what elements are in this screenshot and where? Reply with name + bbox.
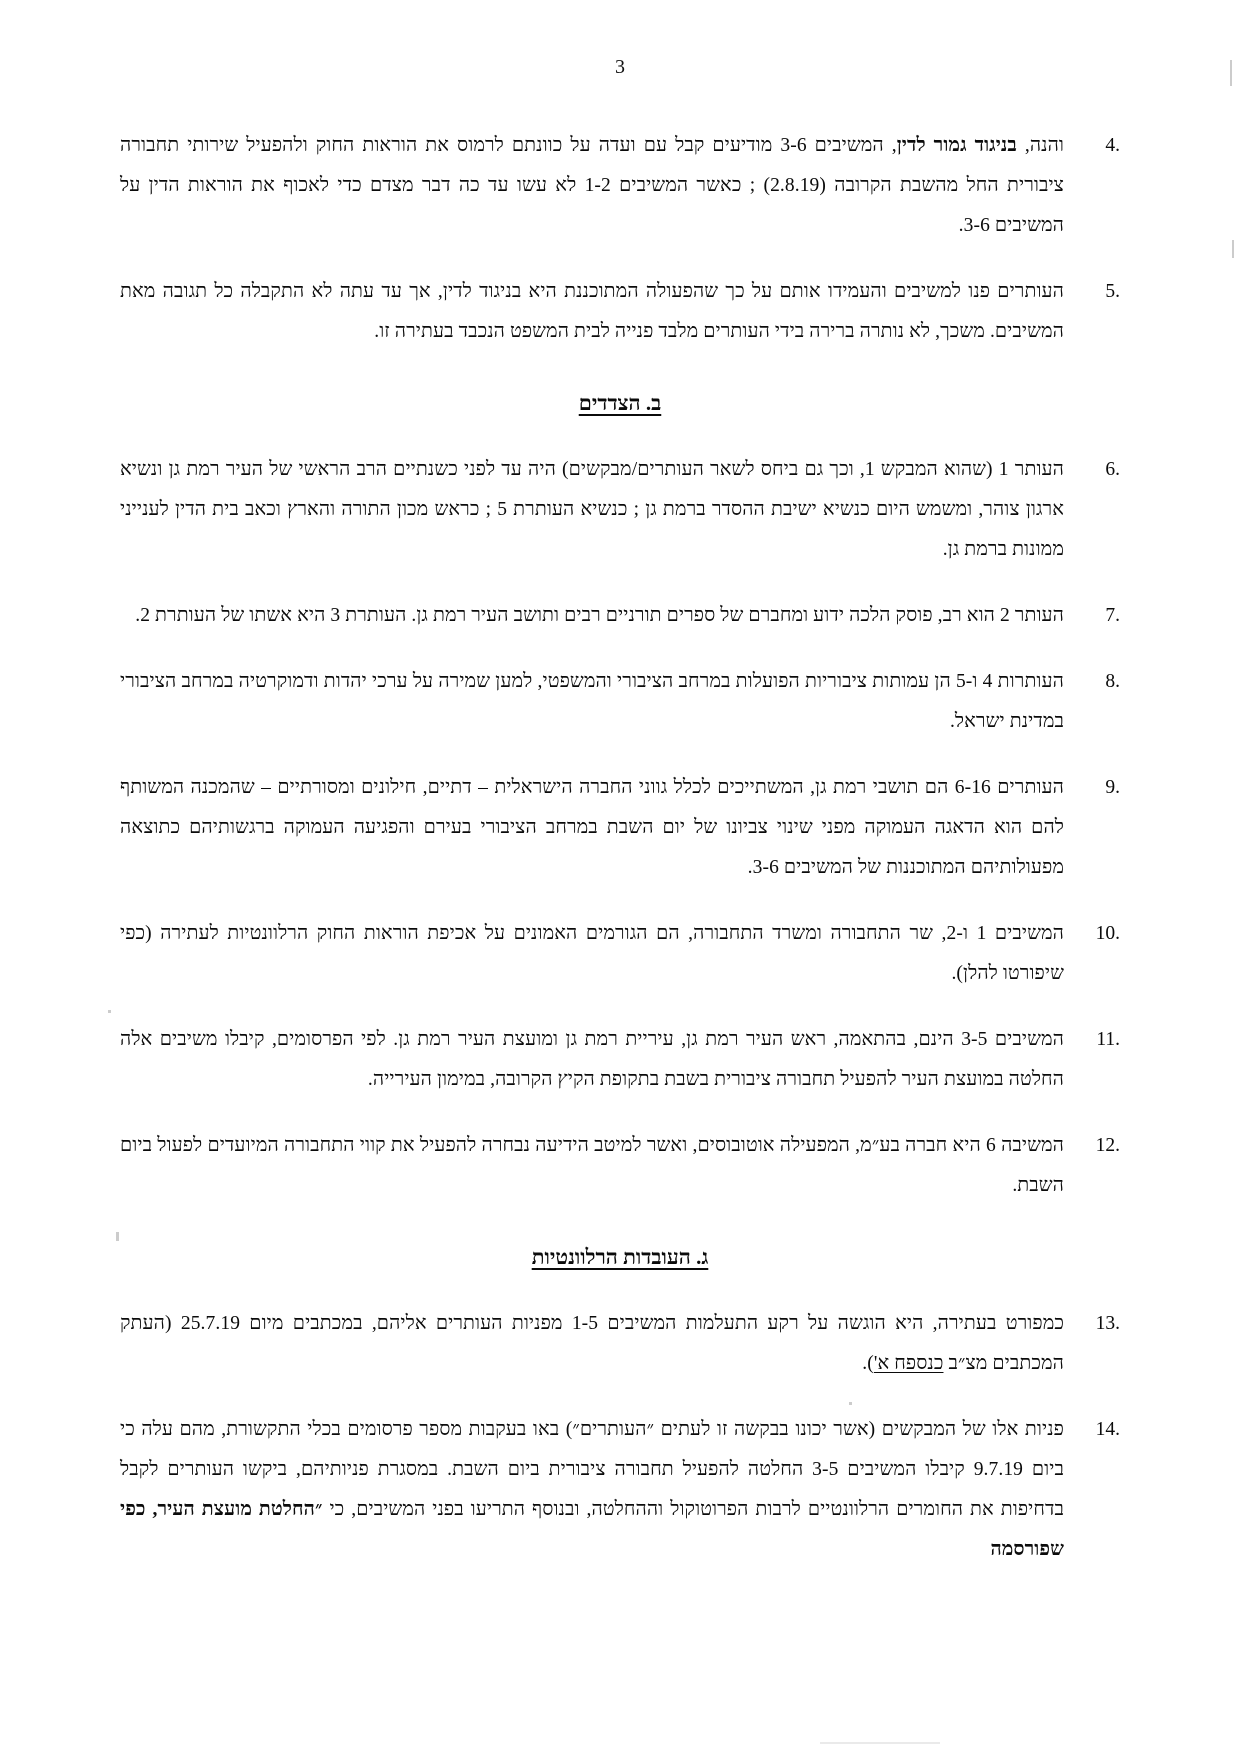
section-heading-b bbox=[120, 386, 1120, 420]
paragraph-4 bbox=[120, 126, 1120, 246]
paragraph-number: 4. bbox=[1105, 135, 1120, 156]
text-run: והנה, bbox=[1016, 135, 1064, 156]
text-run-bold: בניגוד גמור לדין bbox=[896, 135, 1017, 156]
text-run-underline: כנספח א' bbox=[873, 1353, 944, 1374]
paragraph-text bbox=[120, 1304, 1064, 1384]
paragraph-number: 6. bbox=[1105, 459, 1120, 480]
text-run: כמפורט בעתירה, היא הוגשה על רקע התעלמות המשיבים 1-5 מפניות העותרים אליהם, במכתבים מיום 25.7.19 (העתק המכתבים מצ״ב bbox=[120, 1313, 1064, 1374]
paragraph-text: העותר 2 הוא רב, פוסק הלכה ידוע ומחברם של ספרים תורניים רבים ותושב העיר רמת גן. העותרת 3 היא אשתו של העותרת 2. bbox=[135, 605, 1064, 626]
paragraph-12 bbox=[120, 1126, 1120, 1206]
text-run: , המשיבים 3-6 מודיעים קבל עם ועדה על כוונתם לרמוס את הוראות החוק ולהפעיל שירותי תחבורה ציבורית החל מהשבת הקרובה (2.8.19) ; כאשר המשיבים 1-2 לא עשו עד כה דבר מצדם כדי לאכוף את הוראות הדין על המשיבים 3-6. bbox=[120, 135, 1064, 236]
scan-speckle bbox=[108, 1010, 111, 1013]
paragraph-text: המשיבים 1 ו-2, שר התחבורה ומשרד התחבורה, הם הגורמים האמונים על אכיפת הוראות החוק הרלוונטיות לעתירה (כפי שיפורטו להלן). bbox=[120, 923, 1064, 984]
paragraph-7 bbox=[120, 596, 1120, 636]
paragraph-text: העותר 1 (שהוא המבקש 1, וכך גם ביחס לשאר העותרים/מבקשים) היה עד לפני כשנתיים הרב הראשי של העיר רמת גן ונשיא ארגון צוהר, ומשמש היום כנשיא ישיבת ההסדר ברמת גן ; כנשיא העותרת 5 ; כראש מכון התורה והארץ וכאב בית הדין לענייני ממונות ברמת גן. bbox=[120, 459, 1064, 560]
paragraph-14 bbox=[120, 1410, 1120, 1570]
text-run: ). bbox=[862, 1353, 874, 1374]
paragraph-11 bbox=[120, 1020, 1120, 1100]
document-body bbox=[120, 126, 1120, 1596]
text-run: פניות אלו של המבקשים (אשר יכונו בבקשה זו לעתים ״העותרים״) באו בעקבות מספר פרסומים בכלי התקשורת, מהם עלה כי ביום 9.7.19 קיבלו המשיבים 3-5 החלטה להפעיל תחבורה ציבורית ביום השבת. במסגרת פניותיהם, ביקשו העותרים לקבל בדחיפות את החומרים הרלוונטיים לרבות הפרוטוקול וההחלטה, ובנוסף התריעו בפני המשיבים, כי bbox=[120, 1419, 1064, 1520]
paragraph-8 bbox=[120, 662, 1120, 742]
paragraph-text: המשיבים 3-5 הינם, בהתאמה, ראש העיר רמת גן, עיריית רמת גן ומועצת העיר רמת גן. לפי הפרסומים, קיבלו משיבים אלה החלטה במועצת העיר להפעיל תחבורה ציבורית בשבת בתקופת הקיץ הקרובה, במימון העירייה. bbox=[120, 1029, 1064, 1090]
paragraph-10 bbox=[120, 914, 1120, 994]
paragraph-number: 5. bbox=[1105, 281, 1120, 302]
paragraph-number: 13. bbox=[1095, 1313, 1120, 1334]
scan-speckle bbox=[1232, 240, 1234, 258]
paragraph-number: 8. bbox=[1105, 671, 1120, 692]
paragraph-5 bbox=[120, 272, 1120, 352]
paragraph-text: המשיבה 6 היא חברה בע״מ, המפעילה אוטובוסים, ואשר למיטב הידיעה נבחרה להפעיל את קווי התחבורה המיועדים לפעול ביום השבת. bbox=[120, 1135, 1065, 1196]
section-heading-b-text: ב. הצדדים bbox=[578, 391, 662, 415]
paragraph-number: 12. bbox=[1095, 1135, 1120, 1156]
paragraph-9 bbox=[120, 768, 1120, 888]
text-run-bold: ״החלטת מועצת העיר, כפי שפורסמה bbox=[120, 1499, 1064, 1560]
paragraph-text: העותרים פנו למשיבים והעמידו אותם על כך שהפעולה המתוכננת היא בניגוד לדין, אך עד עתה לא התקבלה כל תגובה מאת המשיבים. משכך, לא נותרה ברירה בידי העותרים מלבד פנייה לבית המשפט הנכבד בעתירה זו. bbox=[120, 281, 1064, 342]
paragraph-text bbox=[120, 126, 1064, 246]
scan-speckle bbox=[820, 1742, 940, 1744]
page-number: 3 bbox=[615, 56, 625, 78]
paragraph-number: 7. bbox=[1105, 605, 1120, 626]
section-heading-c-text: ג. העובדות הרלוונטיות bbox=[531, 1245, 709, 1269]
paragraph-6 bbox=[120, 450, 1120, 570]
paragraph-number: 11. bbox=[1096, 1029, 1120, 1050]
paragraph-text bbox=[120, 1410, 1064, 1570]
paragraph-number: 14. bbox=[1095, 1419, 1120, 1440]
paragraph-13 bbox=[120, 1304, 1120, 1384]
paragraph-number: 10. bbox=[1095, 923, 1120, 944]
section-heading-c bbox=[120, 1240, 1120, 1274]
paragraph-text: העותרות 4 ו-5 הן עמותות ציבוריות הפועלות במרחב הציבורי והמשפטי, למען שמירה על ערכי יהדות ודמוקרטיה במרחב הציבורי במדינת ישראל. bbox=[120, 671, 1064, 732]
paragraph-text: העותרים 6-16 הם תושבי רמת גן, המשתייכים לכלל גווני החברה הישראלית – דתיים, חילונים ומסורתיים – שהמכנה המשותף להם הוא הדאגה העמוקה מפני שינוי צביונו של יום השבת במרחב הציבורי בעירם והפגיעה העמוקה ברגשותיהם כתוצאה מפעולותיהם המתוכננות של המשיבים 3-6. bbox=[120, 777, 1064, 878]
paragraph-number: 9. bbox=[1105, 777, 1120, 798]
scan-speckle bbox=[116, 1232, 119, 1241]
